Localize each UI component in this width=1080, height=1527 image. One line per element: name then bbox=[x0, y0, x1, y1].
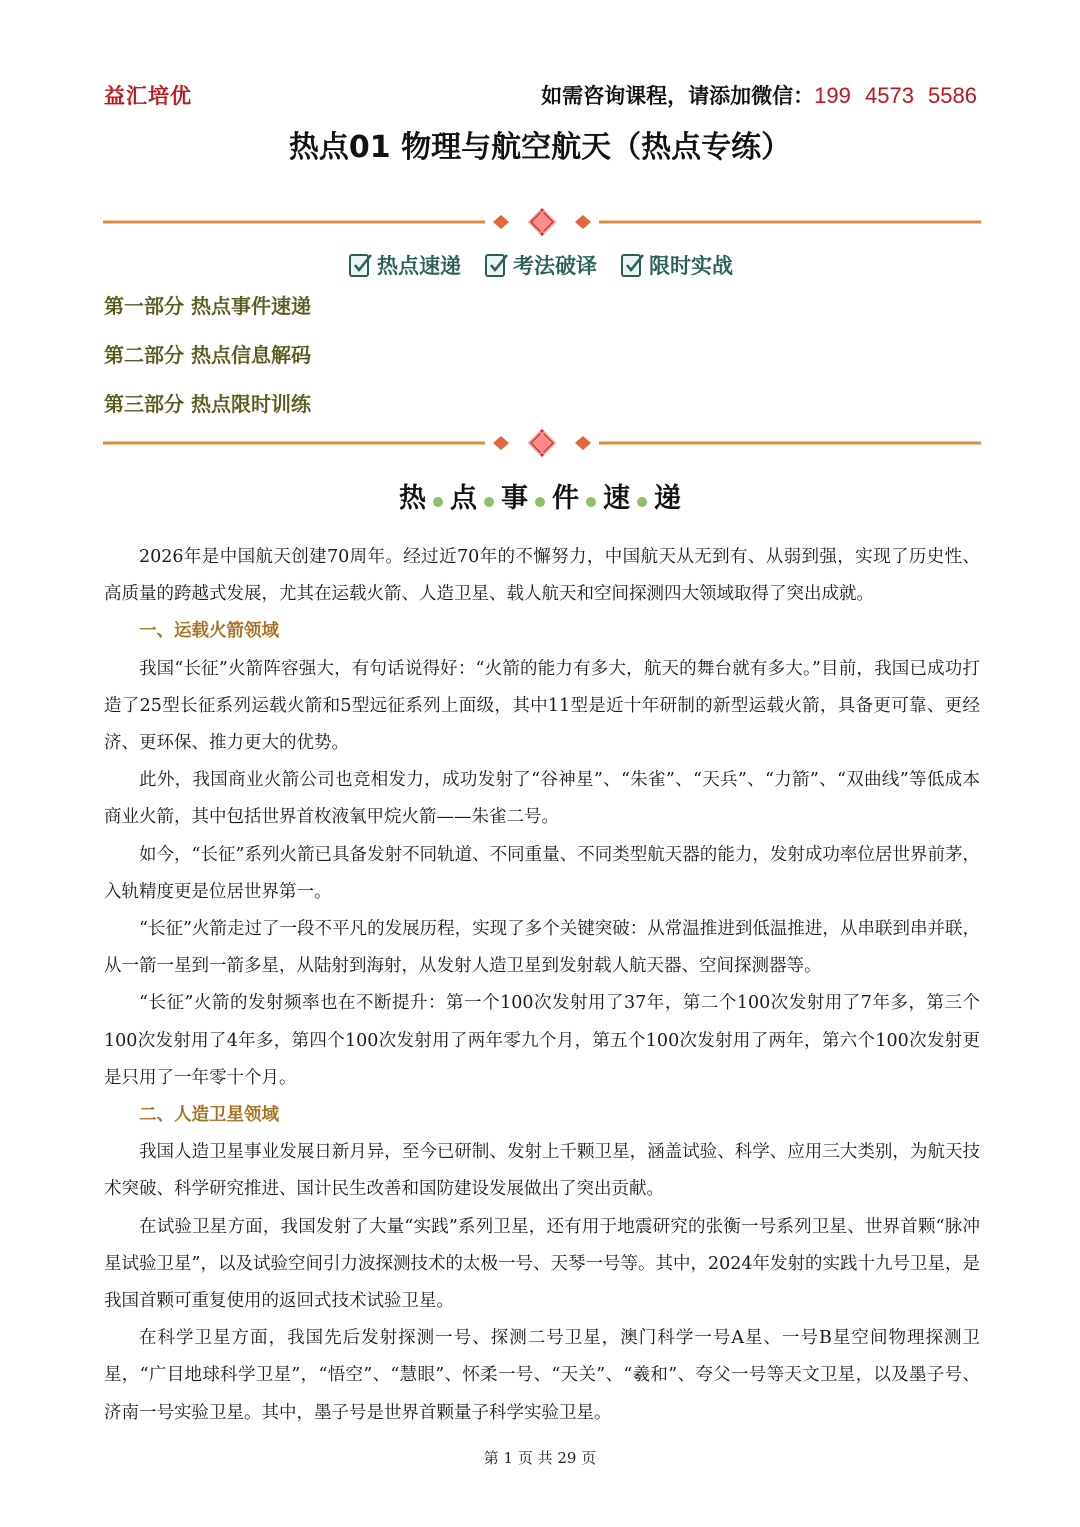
section-title-char: 热 bbox=[399, 483, 426, 514]
checklist-icon bbox=[483, 251, 511, 279]
section-title-char: 件 bbox=[552, 483, 579, 514]
subheading-satellites: 二、人造卫星领域 bbox=[139, 1105, 279, 1126]
paragraph: 在科学卫星方面，我国先后发射探测一号、探测二号卫星，澳门科学一号A星、一号B星空间物理探测卫星，“广目地球科学卫星”，“悟空”、“慧眼”、怀柔一号、“天关”、“羲和”、夸父一号等天文卫星，以及墨子号、济南一号实验卫星。其中，墨子号是世界首颗量子科学实验卫星。 bbox=[104, 1328, 980, 1423]
paragraph: 我国“长征”火箭阵容强大，有句话说得好：“火箭的能力有多大，航天的舞台就有多大。”目前，我国已成功打造了25型长征系列运载火箭和5型远征系列上面级，其中11型是近十年研制的新型运载火箭，具备更可靠、更经济、更环保、推力更大的优势。 bbox=[104, 658, 980, 754]
ornament-divider-top bbox=[103, 207, 981, 237]
contact-phone: 199 4573 5586 bbox=[814, 83, 977, 108]
paragraph: 在试验卫星方面，我国发射了大量“实践”系列卫星，还有用于地震研究的张衡一号系列卫星、世界首颗“脉冲星试验卫星”，以及试验空间引力波探测技术的太极一号、天琴一号等。其中，2024年发射的实践十九号卫星，是我国首颗可重复使用的返回式技术试验卫星。 bbox=[104, 1216, 980, 1312]
contact-info bbox=[541, 80, 977, 110]
dot-separator bbox=[484, 497, 494, 507]
part-two-heading: 第二部分 热点信息解码 bbox=[104, 343, 311, 367]
article-body bbox=[104, 539, 980, 1432]
part-one-heading: 第一部分 热点事件速递 bbox=[104, 294, 311, 318]
section-title-char: 事 bbox=[501, 483, 528, 514]
feature-chips bbox=[0, 250, 1080, 280]
chip-timed-practice bbox=[619, 250, 733, 280]
section-title-char: 速 bbox=[603, 483, 630, 514]
contact-label: 如需咨询课程，请添加微信： bbox=[541, 84, 815, 108]
checklist-icon bbox=[619, 251, 647, 279]
paragraph: 我国人造卫星事业发展日新月异，至今已研制、发射上千颗卫星，涵盖试验、科学、应用三大类别，为航天技术突破、科学研究推进、国计民生改善和国防建设发展做出了突出贡献。 bbox=[104, 1142, 980, 1200]
section-title bbox=[0, 476, 1080, 515]
section-title-char: 点 bbox=[450, 483, 477, 514]
dot-separator bbox=[535, 497, 545, 507]
part-three-heading: 第三部分 热点限时训练 bbox=[104, 392, 311, 416]
chip-label: 热点速递 bbox=[377, 254, 461, 278]
paragraph: 如今，“长征”系列火箭已具备发射不同轨道、不同重量、不同类型航天器的能力，发射成功率位居世界前茅，入轨精度更是位居世界第一。 bbox=[104, 844, 980, 902]
brand-name: 益汇培优 bbox=[104, 84, 192, 108]
ornament-divider-bottom bbox=[103, 428, 981, 458]
dot-separator bbox=[586, 497, 596, 507]
chip-label: 考法破译 bbox=[513, 254, 597, 278]
section-title-char: 递 bbox=[654, 483, 681, 514]
dot-separator bbox=[433, 497, 443, 507]
chip-label: 限时实战 bbox=[649, 254, 733, 278]
subheading-rockets: 一、运载火箭领域 bbox=[139, 621, 279, 642]
page-number: 第 1 页 共 29 页 bbox=[483, 1449, 597, 1467]
paragraph: 2026年是中国航天创建70周年。经过近70年的不懈努力，中国航天从无到有、从弱到强，实现了历史性、高质量的跨越式发展，尤其在运载火箭、人造卫星、载人航天和空间探测四大领域取得了突出成就。 bbox=[104, 547, 980, 605]
checklist-icon bbox=[347, 251, 375, 279]
chip-exam-method bbox=[483, 250, 597, 280]
chip-hot-delivery bbox=[347, 250, 461, 280]
paragraph: 此外，我国商业火箭公司也竞相发力，成功发射了“谷神星”、“朱雀”、“天兵”、“力箭”、“双曲线”等低成本商业火箭，其中包括世界首枚液氧甲烷火箭——朱雀二号。 bbox=[104, 770, 980, 828]
paragraph: “长征”火箭的发射频率也在不断提升：第一个100次发射用了37年，第二个100次发射用了7年多，第三个100次发射用了4年多，第四个100次发射用了两年零九个月，第五个100次发射用了两年，第六个100次发射更是只用了一年零十个月。 bbox=[104, 993, 980, 1088]
page-title: 热点01 物理与航空航天（热点专练） bbox=[288, 130, 792, 165]
dot-separator bbox=[637, 497, 647, 507]
paragraph: “长征”火箭走过了一段不平凡的发展历程，实现了多个关键突破：从常温推进到低温推进，从串联到串并联，从一箭一星到一箭多星，从陆射到海射，从发射人造卫星到发射载人航天器、空间探测器等。 bbox=[104, 919, 980, 977]
